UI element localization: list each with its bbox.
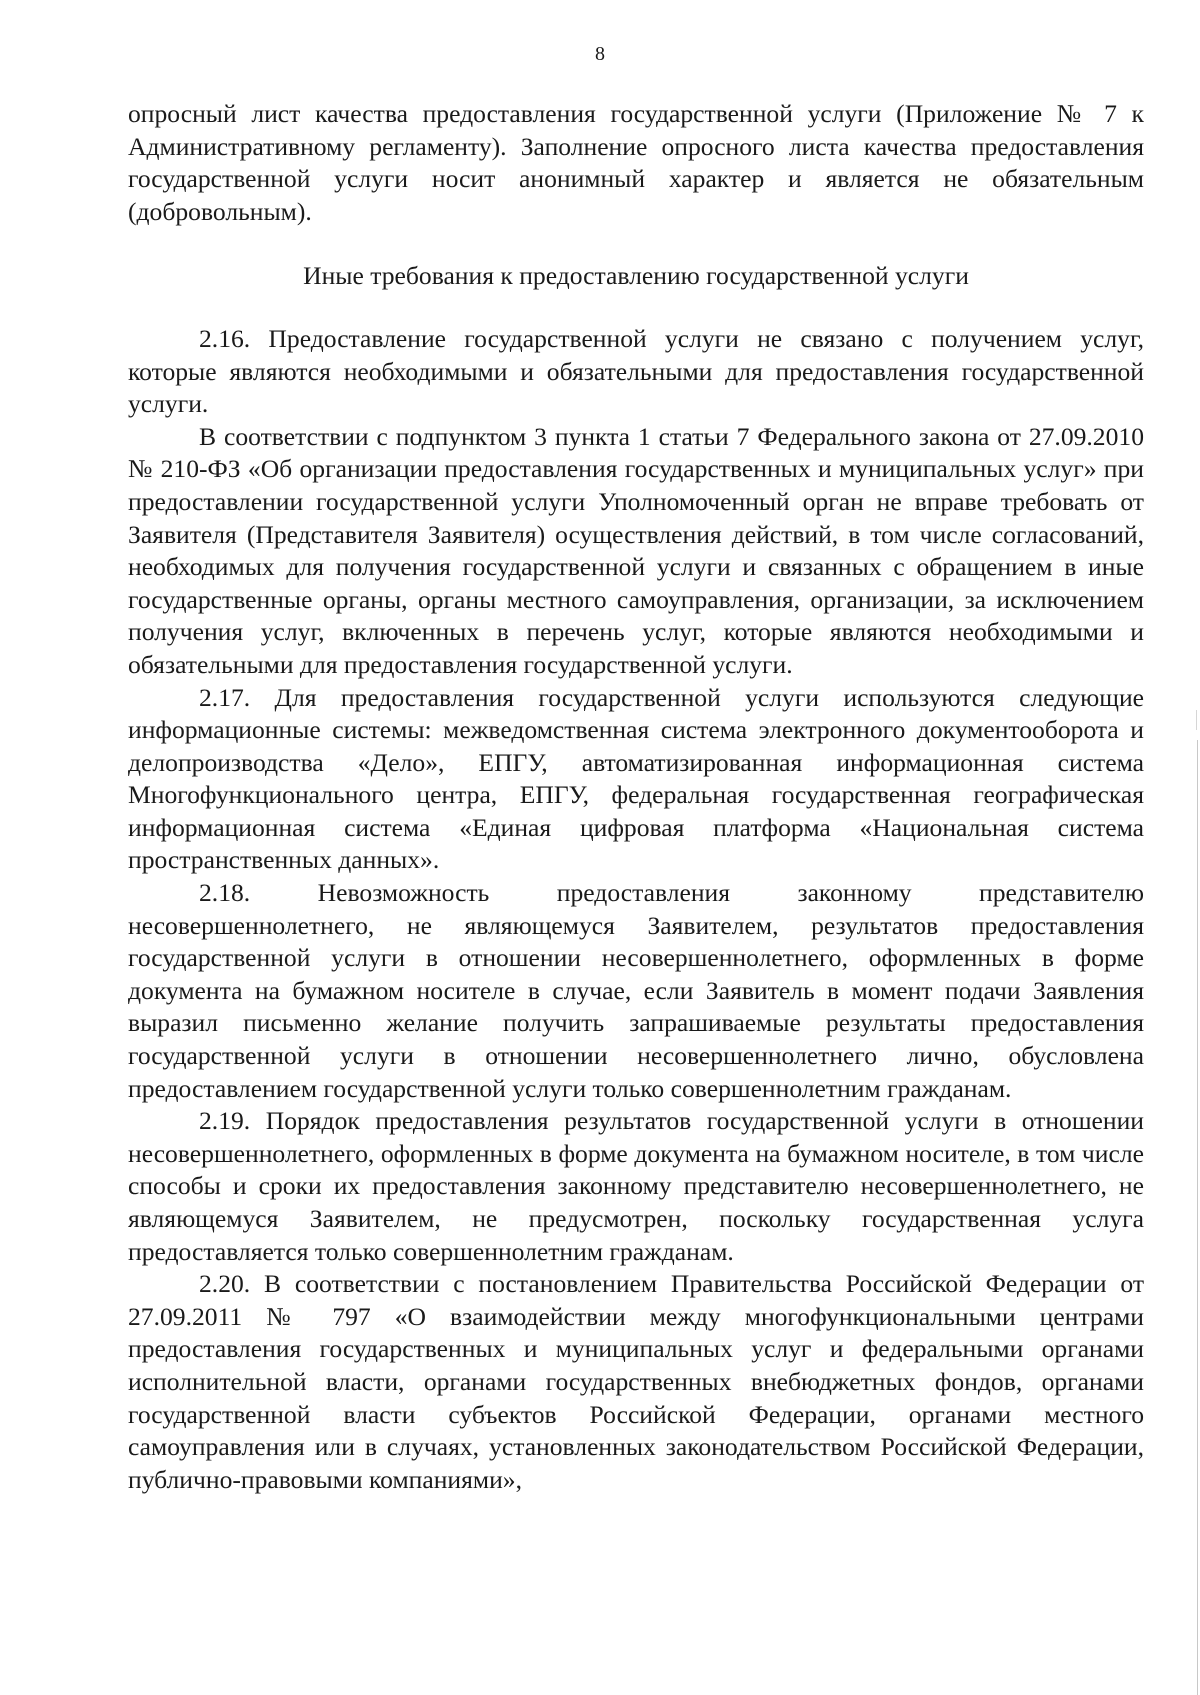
paragraph-2-18: 2.18. Невозможность предоставления законному представителю несовершеннолетнего, не являющемуся Заявителем, результатов предоставления государственной услуги в отношении несовершеннолетнего, оформленных в форме документа на бумажном носителе в случае, если Заявитель в момент подачи Заявления выразил письменно желание получить запрашиваемые результаты предоставления государственной услуги в отношении несовершеннолетнего лично, обусловлена предоставлением государственной услуги только совершеннолетним гражданам. [128, 878, 1144, 1103]
paragraph-2-20: 2.20. В соответствии с постановлением Правительства Российской Федерации от 27.09.2011 № 797 «О взаимодействии между многофункциональными центрами предоставления государственных и муниципальных услуг и федеральными органами исполнительной власти, органами государственных внебюджетных фондов, органами государственной власти субъектов Российской Федерации, органами местного самоуправления или в случаях, установленных законодательством Российской Федерации, публично-правовыми компаниями», [128, 1269, 1144, 1494]
section-heading-other-requirements: Иные требования к предоставлению государственной услуги [303, 261, 969, 291]
document-body [128, 98, 1144, 1496]
page-number: 8 [595, 43, 605, 65]
paragraph-2-19: 2.19. Порядок предоставления результатов государственной услуги в отношении несовершеннолетнего, оформленных в форме документа на бумажном носителе, в том числе способы и сроки их предоставления законному представителю несовершеннолетнего, не являющемуся Заявителем, не предусмотрен, поскольку государственная услуга предоставляется только совершеннолетним гражданам. [128, 1106, 1144, 1266]
paragraph-2-16: 2.16. Предоставление государственной услуги не связано с получением услуг, которые являются необходимыми и обязательными для предоставления государственной услуги. [128, 323, 1144, 419]
paragraph-2-17: 2.17. Для предоставления государственной услуги используются следующие информационные системы: межведомственная система электронного документооборота и делопроизводства «Дело», ЕПГУ, автоматизированная информационная система Многофункционального центра, ЕПГУ, федеральная государственная географическая информационная система «Единая цифровая платформа «Национальная система пространственных данных». [128, 682, 1144, 875]
scan-edge-mark [1196, 710, 1197, 730]
paragraph-210-fz: В соответствии с подпунктом 3 пункта 1 статьи 7 Федерального закона от 27.09.2010 № 210-ФЗ «Об организации предоставления государственных и муниципальных услуг» при предоставлении государственной услуги Уполномоченный орган не вправе требовать от Заявителя (Представителя Заявителя) осуществления действий, в том числе согласований, необходимых для получения государственной услуги и связанных с обращением в иные государственные органы, органы местного самоуправления, организации, за исключением получения услуг, включенных в перечень услуг, которые являются необходимыми и обязательными для предоставления государственной услуги. [128, 421, 1144, 679]
scan-edge-line [1197, 740, 1198, 1695]
paragraph-survey-continuation: опросный лист качества предоставления государственной услуги (Приложение № 7 к Административному регламенту). Заполнение опросного листа качества предоставления государственной услуги носит анонимный характер и является не обязательным (добровольным). [128, 99, 1144, 226]
